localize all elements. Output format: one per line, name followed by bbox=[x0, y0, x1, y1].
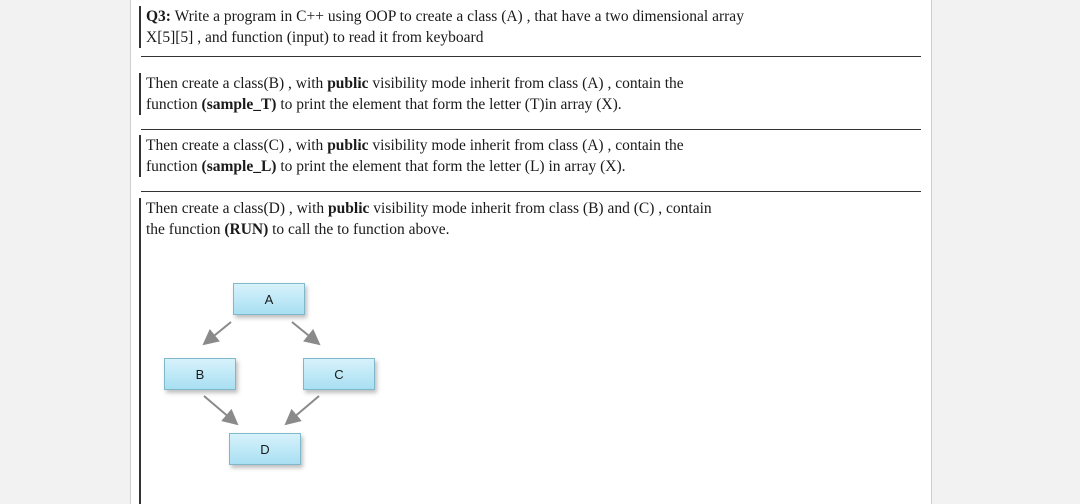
arrow-a-to-b bbox=[204, 322, 231, 344]
node-class-d: D bbox=[229, 433, 301, 465]
para-d-line-1: Then create a class(D) , with public visibility mode inherit from class (B) and (C) , contain bbox=[146, 200, 712, 217]
para-b-line-1: Then create a class(B) , with public visibility mode inherit from class (A) , contain the bbox=[146, 75, 684, 92]
question-number: Q3: bbox=[146, 8, 171, 25]
arrow-b-to-d bbox=[204, 396, 237, 424]
document-page bbox=[130, 0, 932, 504]
para-d-line-2: the function (RUN) to call the to function above. bbox=[146, 221, 450, 238]
node-class-c: C bbox=[303, 358, 375, 390]
question-line-2: X[5][5] , and function (input) to read it from keyboard bbox=[146, 29, 484, 46]
inheritance-arrows bbox=[131, 0, 931, 504]
para-c-line-2: function (sample_L) to print the element that form the letter (L) in array (X). bbox=[146, 158, 626, 175]
question-text: Write a program in C++ using OOP to create a class (A) , that have a two dimensional array bbox=[170, 8, 744, 25]
arrow-c-to-d bbox=[286, 396, 319, 424]
node-class-b: B bbox=[164, 358, 236, 390]
para-c-line-1: Then create a class(C) , with public visibility mode inherit from class (A) , contain the bbox=[146, 137, 684, 154]
arrow-a-to-c bbox=[292, 322, 319, 344]
para-b-line-2: function (sample_T) to print the element that form the letter (T)in array (X). bbox=[146, 96, 622, 113]
node-class-a: A bbox=[233, 283, 305, 315]
